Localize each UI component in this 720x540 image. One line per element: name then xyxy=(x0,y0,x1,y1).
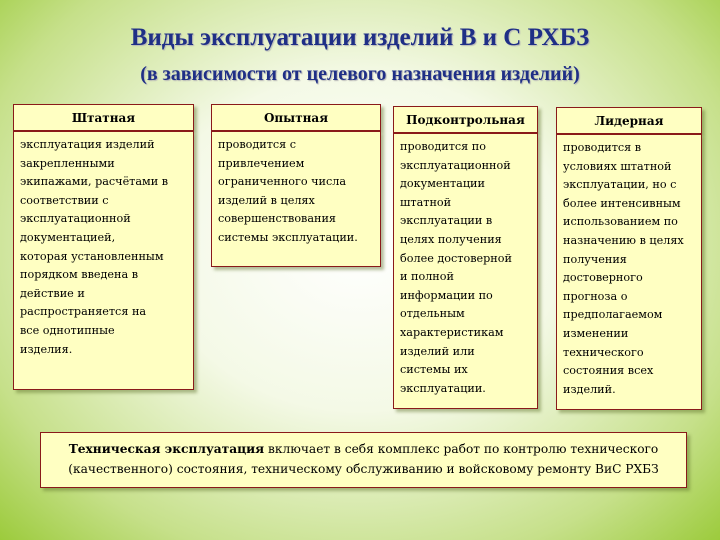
text-line: условиях штатной xyxy=(563,159,672,173)
text-line: отдельным xyxy=(400,307,465,321)
definition-term: Техническая эксплуатация xyxy=(68,442,265,456)
text-line: предполагаемом xyxy=(563,308,663,322)
text-line: достоверного xyxy=(563,271,643,285)
text-line: технического xyxy=(563,345,644,359)
text-line: проводится по xyxy=(400,140,486,153)
body-shtatnaya xyxy=(13,131,194,390)
definition-text: включает в себя комплекс работ по контролю технического xyxy=(264,442,659,456)
text-line: соответствии с xyxy=(20,193,109,207)
text-line: назначению в целях xyxy=(563,233,684,247)
body-lidernaya xyxy=(556,134,702,410)
text-line: проводится с xyxy=(218,138,297,151)
header-shtatnaya: Штатная xyxy=(13,104,194,131)
definition-line-1 xyxy=(51,439,676,459)
text-line: изменении xyxy=(563,326,629,340)
definition-box xyxy=(40,432,687,488)
text-line: использованием по xyxy=(563,215,678,229)
text-line: совершенствования xyxy=(218,212,336,226)
text-line: изделий. xyxy=(563,382,616,396)
text-line: эксплуатации. xyxy=(400,381,486,395)
text-line: более интенсивным xyxy=(563,196,681,210)
text-line: экипажами, расчётами в xyxy=(20,175,169,189)
text-line: эксплуатационной xyxy=(20,212,131,226)
text-line: эксплуатации, но с xyxy=(563,178,677,192)
text-line: ограниченного числа xyxy=(218,175,347,189)
page-title: Виды эксплуатации изделий В и С РХБЗ xyxy=(130,24,590,51)
text-line: системы эксплуатации. xyxy=(218,230,358,244)
text-line: состояния всех xyxy=(563,364,654,378)
text-line: эксплуатационной xyxy=(400,158,511,172)
header-podkontrolnaya: Подконтрольная xyxy=(393,106,538,133)
text-line: информации по xyxy=(400,288,493,302)
text-line: проводится в xyxy=(563,141,642,154)
header-lidernaya: Лидерная xyxy=(556,107,702,134)
text-line: изделий в целях xyxy=(218,193,315,207)
text-line: привлечением xyxy=(218,156,305,170)
text-line: все однотипные xyxy=(20,323,115,337)
text-line: которая установленным xyxy=(20,249,164,263)
text-line: эксплуатации в xyxy=(400,214,493,228)
body-podkontrolnaya xyxy=(393,133,538,409)
text-line: прогноза о xyxy=(563,289,628,303)
text-line: действие и xyxy=(20,286,85,300)
text-line: более достоверной xyxy=(400,251,512,265)
body-opytnaya xyxy=(211,131,381,267)
text-line: и полной xyxy=(400,270,454,284)
page-subtitle: (в зависимости от целевого назначения изделий) xyxy=(140,63,580,85)
text-line: получения xyxy=(563,252,627,266)
text-line: эксплуатация изделий xyxy=(20,138,155,151)
header-opytnaya: Опытная xyxy=(211,104,381,131)
text-line: характеристикам xyxy=(400,325,504,339)
text-line: изделий или xyxy=(400,344,475,358)
text-line: документацией, xyxy=(20,230,116,244)
text-line: целях получения xyxy=(400,232,502,246)
text-line: документации xyxy=(400,177,485,191)
definition-line-2: (качественного) состояния, техническому обслуживанию и войсковому ремонту ВиС РХБЗ xyxy=(68,462,659,476)
text-line: системы их xyxy=(400,363,468,377)
text-line: штатной xyxy=(400,195,452,209)
text-line: изделия. xyxy=(20,342,73,356)
text-line: закрепленными xyxy=(20,156,115,170)
text-line: распространяется на xyxy=(20,305,147,319)
text-line: порядком введена в xyxy=(20,268,138,282)
